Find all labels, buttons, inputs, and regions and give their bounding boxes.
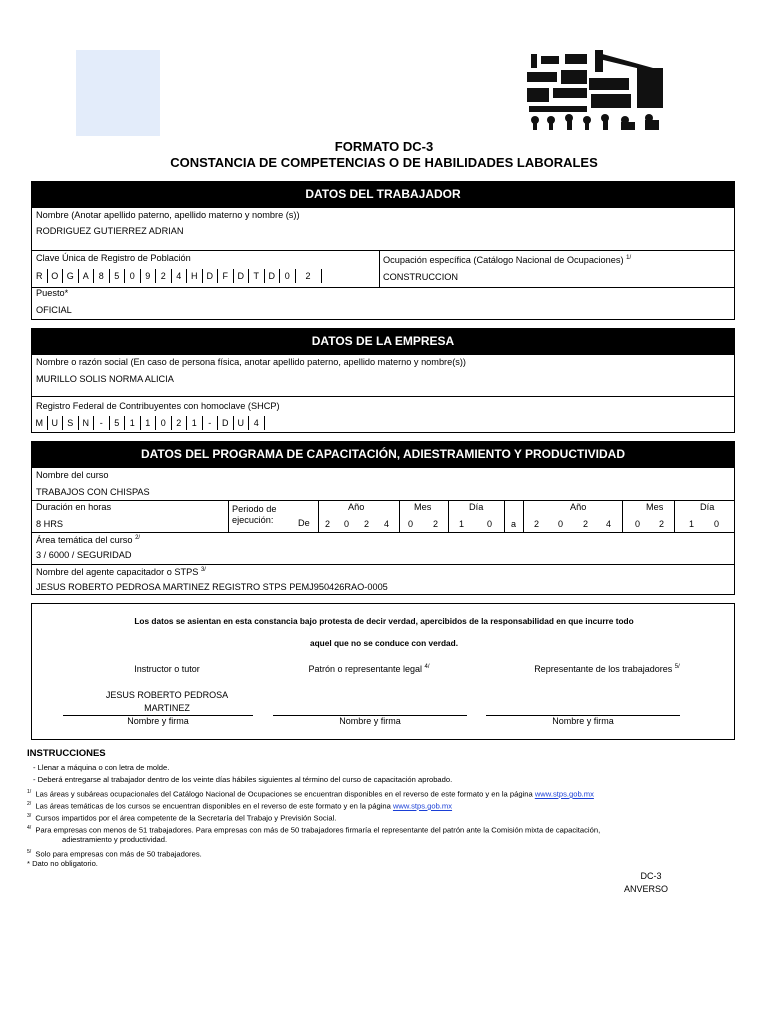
area-tematica-value[interactable]: 3 / 6000 / SEGURIDAD xyxy=(36,550,132,560)
trabajador-section xyxy=(31,207,735,320)
instruccion-line: $^{2/}$ Las áreas temáticas de los cursos se encuentran disponibles en el reverso de este formato y en la página www.stps.gob.mx xyxy=(27,801,453,811)
curp-char: D xyxy=(265,269,281,283)
fin-mes-digit[interactable]: 0 xyxy=(634,519,640,529)
form-subtitle: CONSTANCIA DE COMPETENCIAS O DE HABILIDADES LABORALES xyxy=(170,155,598,170)
curp-char: F xyxy=(218,269,234,283)
agente-capacitador-label: Nombre del agente capacitador o STPS $^{3/}$ xyxy=(36,567,206,578)
puesto-value[interactable]: OFICIAL xyxy=(36,305,72,315)
a-label: a xyxy=(510,519,516,529)
footer-code: DC-3 xyxy=(640,871,662,881)
fin-anio-digit[interactable]: 0 xyxy=(557,519,563,529)
stps-link[interactable]: www.stps.gob.mx xyxy=(534,789,594,799)
form-title: FORMATO DC-3 xyxy=(334,139,434,154)
inicio-anio-header: Año xyxy=(348,502,365,512)
curp-field[interactable] xyxy=(32,269,322,283)
patron-label: Patrón o representante legal $^{4/}$ xyxy=(308,664,430,674)
fin-dia-header: Día xyxy=(700,502,715,512)
curp-char: 9 xyxy=(141,269,157,283)
curp-char: D xyxy=(234,269,250,283)
ocupacion-label: Ocupación específica (Catálogo Nacional de Ocupaciones) $^{1/}$ xyxy=(383,255,632,266)
curp-char: 2 xyxy=(156,269,172,283)
rfc-char: S xyxy=(63,416,79,430)
fin-mes-header: Mes xyxy=(646,502,664,512)
curp-char: A xyxy=(79,269,95,283)
fin-anio-digit[interactable]: 2 xyxy=(582,519,588,529)
duracion-label: Duración en horas xyxy=(36,502,112,512)
curp-char: R xyxy=(32,269,48,283)
inicio-dia-digit[interactable]: 1 xyxy=(458,519,464,529)
inicio-anio-digit[interactable]: 4 xyxy=(383,519,389,529)
fin-anio-digit[interactable]: 2 xyxy=(533,519,539,529)
rfc-char: 2 xyxy=(172,416,188,430)
firmas-section xyxy=(31,603,735,740)
rfc-char: N xyxy=(79,416,95,430)
curp-char: 8 xyxy=(94,269,110,283)
construction-illustration-icon xyxy=(525,48,667,132)
fin-dia-digit[interactable]: 0 xyxy=(713,519,719,529)
fin-dia-digit[interactable]: 1 xyxy=(688,519,694,529)
instruccion-line: $^{5/}$ Solo para empresas con más de 50 trabajadores. xyxy=(27,849,202,859)
nombre-label: Nombre (Anotar apellido paterno, apellido materno y nombre (s)) xyxy=(36,210,300,220)
curp-label: Clave Única de Registro de Población xyxy=(36,253,191,263)
instructor-label: Instructor o tutor xyxy=(134,664,200,674)
curp-char: 0 xyxy=(125,269,141,283)
agente-capacitador-value[interactable]: JESUS ROBERTO PEDROSA MARTINEZ REGISTRO STPS PEMJ950426RAO-0005 xyxy=(36,582,388,592)
curp-char: D xyxy=(203,269,219,283)
rfc-char: D xyxy=(218,416,234,430)
nombre-value[interactable]: RODRIGUEZ GUTIERREZ ADRIAN xyxy=(36,226,184,236)
instructor-nombre-2: MARTINEZ xyxy=(144,703,190,713)
curp-char: 2 xyxy=(296,269,322,283)
empresa-section xyxy=(31,354,735,433)
rfc-label: Registro Federal de Contribuyentes con homoclave (SHCP) xyxy=(36,401,280,411)
rfc-char: 1 xyxy=(141,416,157,430)
nombre-firma-patron: Nombre y firma xyxy=(339,716,401,726)
inicio-mes-digit[interactable]: 2 xyxy=(432,519,438,529)
stps-link[interactable]: www.stps.gob.mx xyxy=(392,801,453,811)
instruccion-line: - Deberá entregarse al trabajador dentro de los veinte días hábiles siguientes al término del curso de capacitación aprobado. xyxy=(33,775,453,784)
rfc-char: 1 xyxy=(187,416,203,430)
curp-char: O xyxy=(48,269,64,283)
duracion-value[interactable]: 8 HRS xyxy=(36,519,64,529)
de-label: De xyxy=(298,518,310,528)
nombre-firma-representante: Nombre y firma xyxy=(552,716,614,726)
section-header-programa: DATOS DEL PROGRAMA DE CAPACITACIÓN, ADIESTRAMIENTO Y PRODUCTIVIDAD xyxy=(31,441,735,467)
fin-mes-digit[interactable]: 2 xyxy=(658,519,664,529)
inicio-anio-digit[interactable]: 2 xyxy=(363,519,369,529)
curp-char: 0 xyxy=(280,269,296,283)
representante-label: Representante de los trabajadores $^{5/}$ xyxy=(534,664,680,674)
footer-side: ANVERSO xyxy=(623,884,668,894)
rfc-char: U xyxy=(234,416,250,430)
curp-char: 5 xyxy=(110,269,126,283)
periodo-label: Periodo de xyxy=(232,504,277,514)
instructor-nombre: JESUS ROBERTO PEDROSA xyxy=(105,690,229,700)
rfc-char: 0 xyxy=(156,416,172,430)
logo-placeholder xyxy=(76,50,160,136)
inicio-mes-digit[interactable]: 0 xyxy=(407,519,413,529)
razon-social-label: Nombre o razón social (En caso de persona física, anotar apellido paterno, apellido materno y nombre(s)) xyxy=(36,357,466,367)
curso-value[interactable]: TRABAJOS CON CHISPAS xyxy=(36,487,150,497)
rfc-char: 1 xyxy=(125,416,141,430)
inicio-mes-header: Mes xyxy=(414,502,432,512)
curp-char: T xyxy=(249,269,265,283)
rfc-char: M xyxy=(32,416,48,430)
instruccion-line: $^{3/}$ Cursos impartidos por el área competente de la Secretaría del Trabajo y Previsión Social. xyxy=(27,813,337,823)
inicio-dia-header: Día xyxy=(469,502,484,512)
section-header-trabajador: DATOS DEL TRABAJADOR xyxy=(31,181,735,207)
curp-char: H xyxy=(187,269,203,283)
inicio-dia-digit[interactable]: 0 xyxy=(486,519,492,529)
ocupacion-value[interactable]: CONSTRUCCION xyxy=(383,272,459,282)
rfc-field[interactable] xyxy=(32,416,265,430)
section-header-empresa: DATOS DE LA EMPRESA xyxy=(31,328,735,354)
declaracion-text-2: aquel que no se conduce con verdad. xyxy=(310,638,458,648)
rfc-char: 4 xyxy=(249,416,265,430)
programa-section xyxy=(31,467,735,595)
rfc-char: U xyxy=(48,416,64,430)
razon-social-value[interactable]: MURILLO SOLIS NORMA ALICIA xyxy=(36,374,174,384)
nombre-firma-instructor: Nombre y firma xyxy=(127,716,189,726)
curp-char: G xyxy=(63,269,79,283)
instruccion-line: adiestramiento y productividad. xyxy=(62,835,168,844)
curp-char: 4 xyxy=(172,269,188,283)
instruccion-line: $^{1/}$ Las áreas y subáreas ocupacionales del Catálogo Nacional de Ocupaciones se encuentran disponibles en el reverso de este formato y en la página www.stps.gob.mx xyxy=(27,789,594,799)
inicio-anio-digit[interactable]: 0 xyxy=(343,519,349,529)
area-tematica-label: Área temática del curso $^{2/}$ xyxy=(36,535,141,546)
puesto-label: Puesto* xyxy=(36,288,69,298)
instruccion-line: * Dato no obligatorio. xyxy=(27,859,98,868)
instruccion-line: $^{4/}$ Para empresas con menos de 51 trabajadores. Para empresas con más de 50 trabajadores firmaría el representante del patrón ante la Comisión mixta de capacitación, xyxy=(27,825,601,835)
fin-anio-header: Año xyxy=(570,502,587,512)
instruccion-line: - Llenar a máquina o con letra de molde. xyxy=(33,763,170,772)
declaracion-text: Los datos se asientan en esta constancia bajo protesta de decir verdad, apercibidos de la responsabilidad en que incurre todo xyxy=(134,616,634,626)
rfc-char: - xyxy=(94,416,110,430)
periodo-label-2: ejecución: xyxy=(232,515,274,525)
rfc-char: 5 xyxy=(110,416,126,430)
inicio-anio-digit[interactable]: 2 xyxy=(324,519,330,529)
rfc-char: - xyxy=(203,416,219,430)
fin-anio-digit[interactable]: 4 xyxy=(605,519,611,529)
curso-label: Nombre del curso xyxy=(36,470,109,480)
instrucciones-title: INSTRUCCIONES xyxy=(27,748,106,759)
